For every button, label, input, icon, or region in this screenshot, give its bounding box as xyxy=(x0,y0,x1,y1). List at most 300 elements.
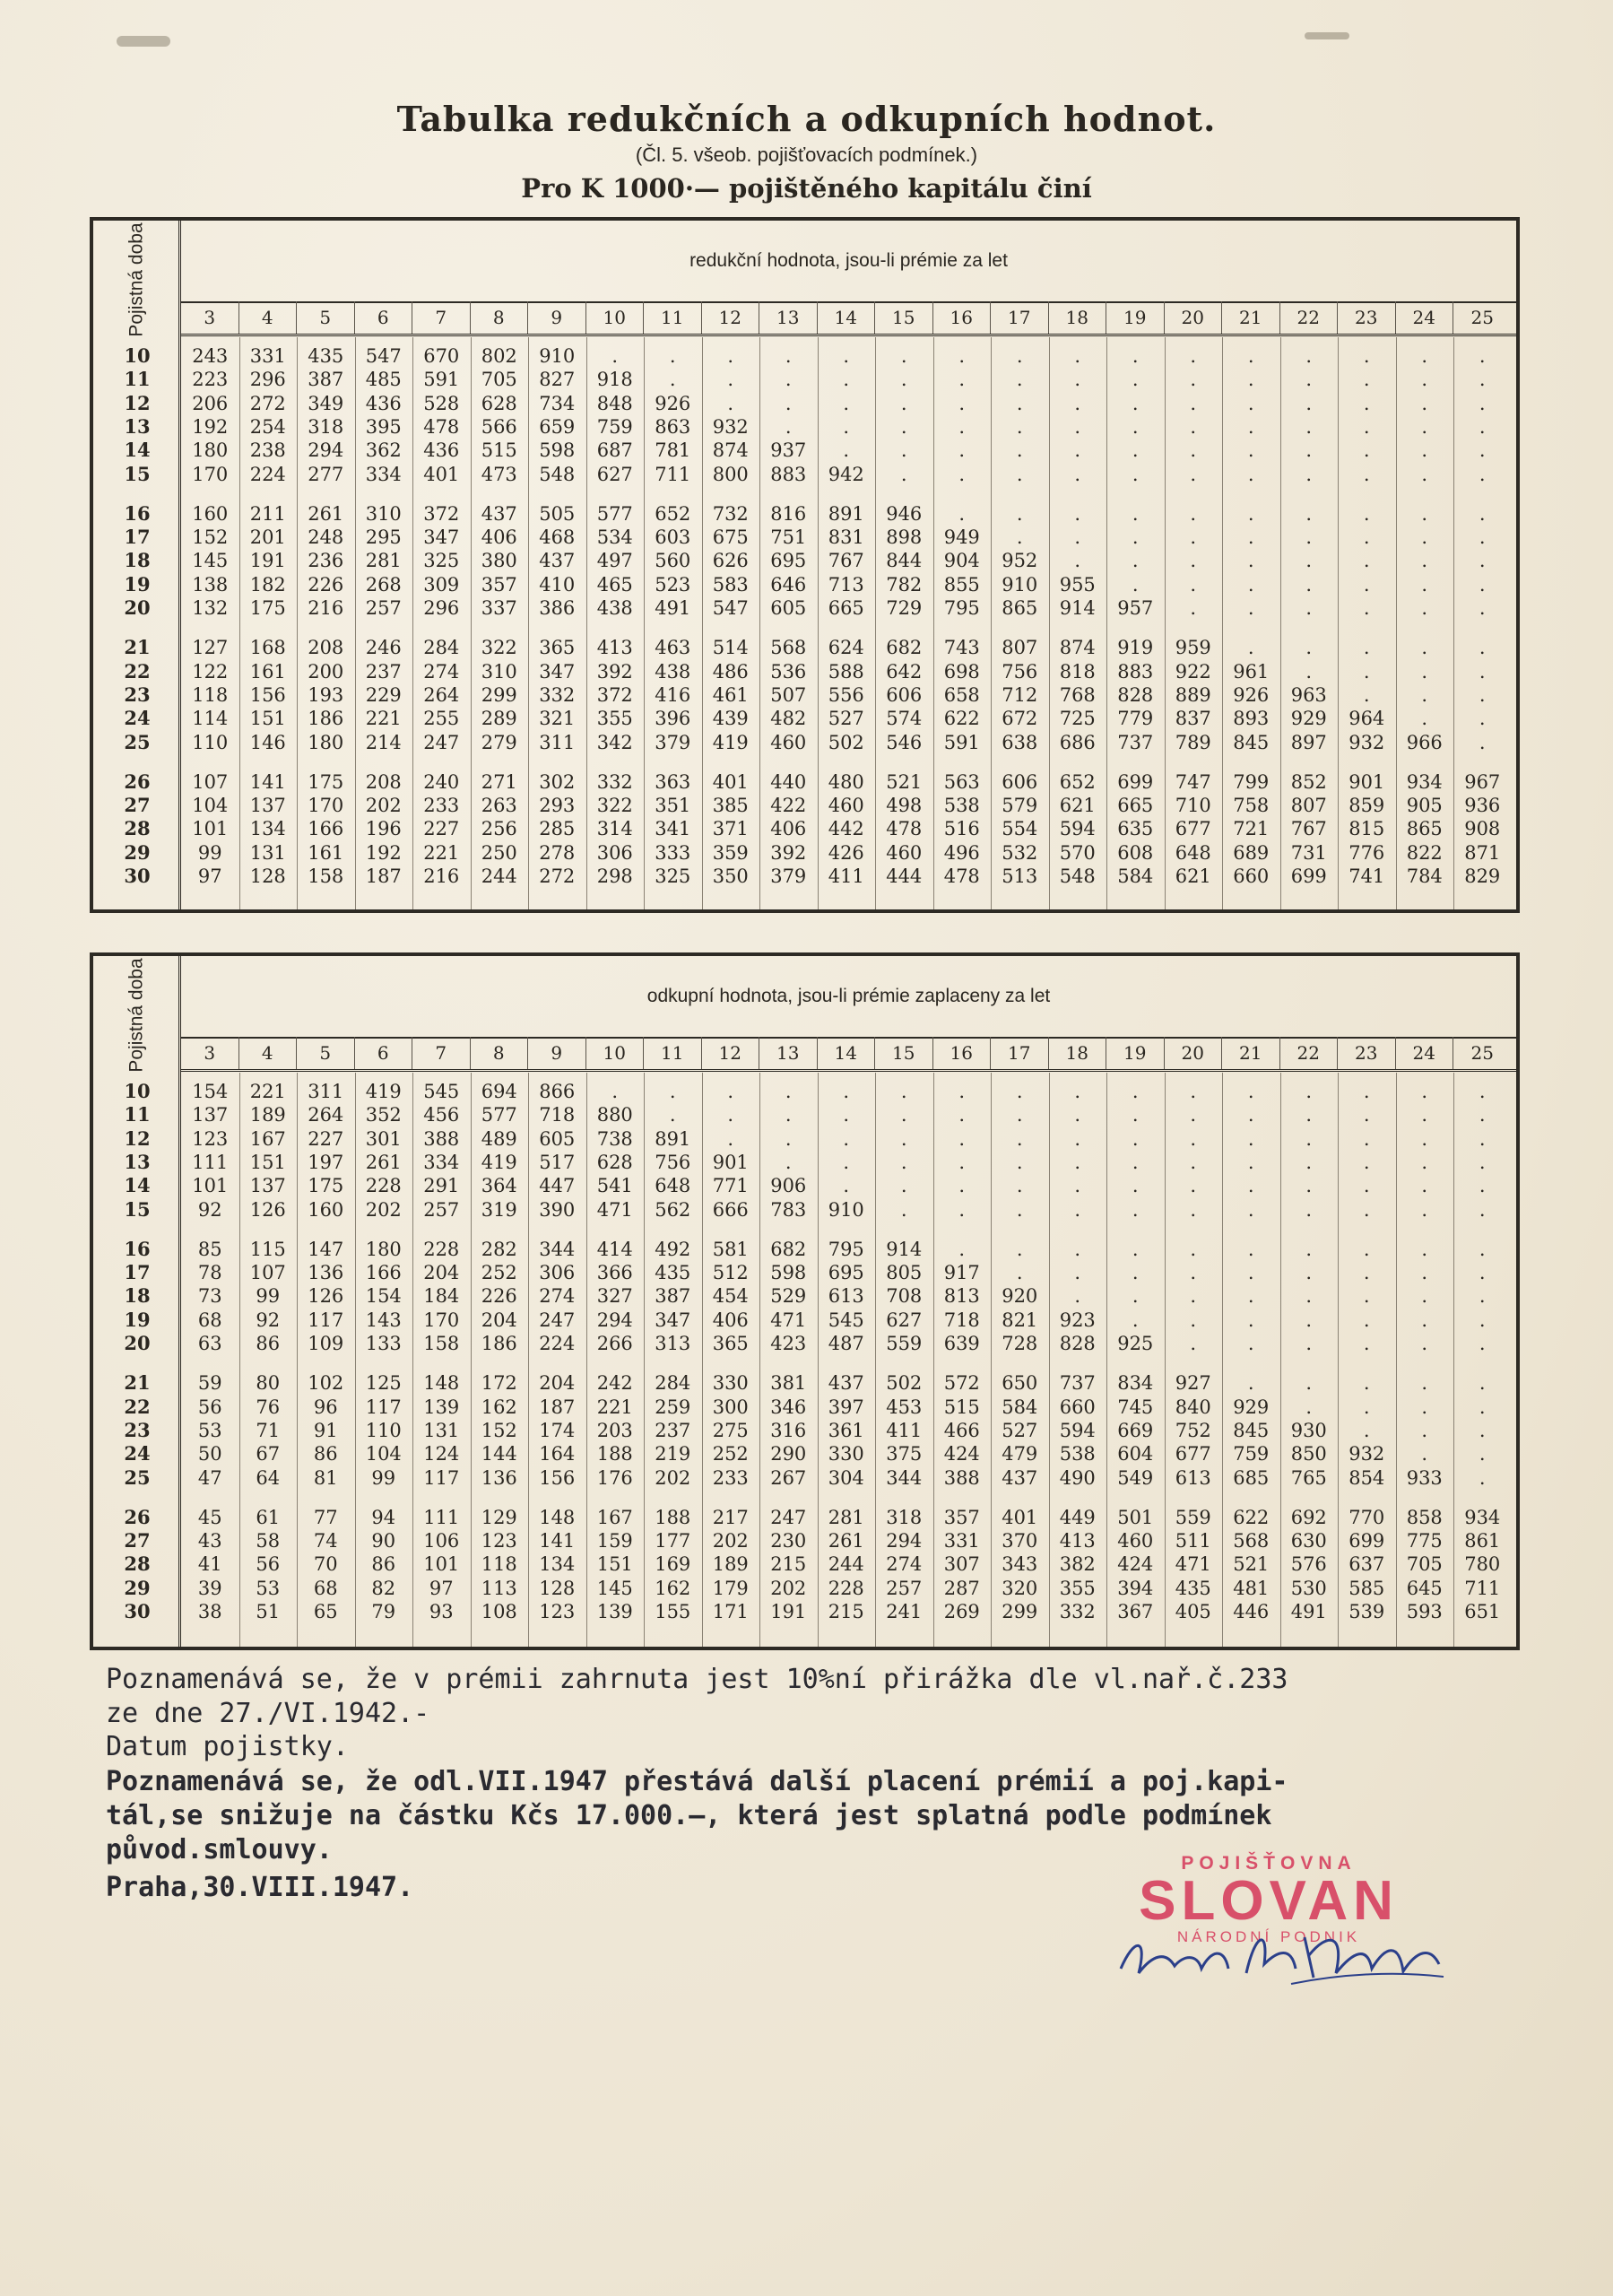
value-cell: 186 xyxy=(308,708,344,730)
value-cell: 883 xyxy=(1117,660,1154,683)
value-cell: . xyxy=(785,1151,792,1173)
value-cell: 502 xyxy=(828,731,864,753)
value-cell: 243 xyxy=(192,345,229,367)
value-cell: 401 xyxy=(423,463,460,485)
value-cell: . xyxy=(900,345,907,367)
value-cell: 865 xyxy=(1406,818,1443,840)
value-cell: . xyxy=(611,345,619,367)
value-cell: 126 xyxy=(308,1285,344,1308)
note-decree-date: ze dne 27./VI.1942.- xyxy=(106,1698,430,1729)
value-cell: 38 xyxy=(197,1601,222,1622)
value-cell: 813 xyxy=(943,1285,980,1308)
value-cell: 254 xyxy=(249,415,286,438)
value-cell: 622 xyxy=(1233,1506,1270,1528)
value-cell: 481 xyxy=(1233,1577,1270,1599)
value-cell: 514 xyxy=(712,637,749,659)
duration-cell: 17 xyxy=(124,526,151,549)
value-cell: 852 xyxy=(1290,770,1327,793)
value-cell: 295 xyxy=(365,526,402,549)
value-cell: . xyxy=(1479,1151,1486,1173)
value-cell: 910 xyxy=(1002,573,1038,596)
value-cell: 711 xyxy=(655,463,691,485)
value-cell: . xyxy=(1016,415,1023,438)
column-header: 3 xyxy=(181,1037,239,1069)
column-header: 10 xyxy=(586,1037,645,1069)
value-cell: 827 xyxy=(539,369,576,391)
value-cell: 468 xyxy=(539,526,576,549)
value-cell: 271 xyxy=(481,770,517,793)
table-row xyxy=(93,1506,1516,1529)
value-cell: . xyxy=(1190,1238,1197,1260)
value-cell: 166 xyxy=(308,818,344,840)
value-cell: . xyxy=(1421,1198,1428,1221)
value-cell: 479 xyxy=(1002,1443,1038,1465)
value-cell: . xyxy=(1421,1443,1428,1465)
value-cell: 705 xyxy=(481,369,517,391)
value-cell: . xyxy=(1016,1104,1023,1126)
value-cell: 244 xyxy=(481,865,517,887)
duration-cell: 14 xyxy=(124,439,151,462)
value-cell: 99 xyxy=(197,841,222,864)
value-cell: 435 xyxy=(655,1262,691,1284)
value-cell: 180 xyxy=(308,731,344,753)
value-cell: 929 xyxy=(1233,1396,1270,1418)
column-divider xyxy=(702,337,703,909)
value-cell: 628 xyxy=(596,1151,633,1173)
value-cell: 86 xyxy=(313,1443,338,1465)
column-divider xyxy=(1106,337,1107,909)
column-header: 23 xyxy=(1338,1037,1396,1069)
value-cell: 226 xyxy=(481,1285,517,1308)
value-cell: 274 xyxy=(423,660,460,683)
value-cell: 118 xyxy=(481,1553,517,1576)
value-cell: 162 xyxy=(481,1396,517,1418)
value-cell: . xyxy=(1363,597,1370,619)
value-cell: 61 xyxy=(256,1506,281,1528)
value-cell: 56 xyxy=(256,1553,281,1576)
duration-cell: 21 xyxy=(124,1371,151,1395)
value-cell: 224 xyxy=(249,463,286,485)
column-header: 7 xyxy=(412,1037,471,1069)
value-cell: 527 xyxy=(1002,1419,1038,1441)
value-cell: 901 xyxy=(712,1151,749,1173)
value-cell: 699 xyxy=(1349,1530,1385,1552)
value-cell: 71 xyxy=(256,1419,281,1441)
duration-cell: 23 xyxy=(124,1418,151,1441)
value-cell: . xyxy=(1479,463,1486,485)
column-divider xyxy=(239,1073,240,1647)
value-cell: . xyxy=(1363,415,1370,438)
table-row xyxy=(93,1442,1516,1465)
value-cell: 53 xyxy=(256,1577,281,1599)
value-cell: 732 xyxy=(712,502,749,525)
value-cell: . xyxy=(1305,369,1313,391)
value-cell: . xyxy=(1363,463,1370,485)
value-cell: 76 xyxy=(256,1396,281,1418)
column-header: 4 xyxy=(239,1037,298,1069)
value-cell: . xyxy=(1247,526,1254,549)
value-cell: 257 xyxy=(423,1198,460,1221)
value-cell: . xyxy=(1305,1285,1313,1308)
value-cell: 188 xyxy=(655,1506,691,1528)
value-cell: 325 xyxy=(423,550,460,572)
value-cell: 138 xyxy=(192,573,229,596)
value-cell: 471 xyxy=(770,1309,807,1331)
value-cell: 170 xyxy=(192,463,229,485)
duration-cell: 27 xyxy=(124,794,151,817)
value-cell: 223 xyxy=(192,369,229,391)
value-cell: 859 xyxy=(1349,795,1385,817)
value-cell: 802 xyxy=(481,345,517,367)
value-cell: 237 xyxy=(655,1419,691,1441)
column-header: 4 xyxy=(239,301,298,334)
value-cell: . xyxy=(1190,573,1197,596)
value-cell: 918 xyxy=(596,369,633,391)
value-cell: . xyxy=(1247,1372,1254,1395)
duration-cell: 27 xyxy=(124,1529,151,1552)
value-cell: . xyxy=(1305,1081,1313,1102)
value-cell: 677 xyxy=(1175,1443,1211,1465)
value-cell: 154 xyxy=(365,1285,402,1308)
value-cell: 379 xyxy=(655,731,691,753)
value-cell: . xyxy=(843,392,850,414)
value-cell: 134 xyxy=(249,818,286,840)
value-cell: . xyxy=(1479,502,1486,525)
value-cell: . xyxy=(1190,1104,1197,1126)
value-cell: 416 xyxy=(655,683,691,706)
value-cell: 603 xyxy=(655,526,691,549)
value-cell: . xyxy=(1074,1081,1081,1102)
value-cell: . xyxy=(1190,1151,1197,1173)
value-cell: 712 xyxy=(1002,683,1038,706)
value-cell: 548 xyxy=(1059,865,1096,887)
value-cell: 438 xyxy=(655,660,691,683)
value-cell: 382 xyxy=(1059,1553,1096,1576)
value-cell: 635 xyxy=(1117,818,1154,840)
value-cell: 240 xyxy=(423,770,460,793)
value-cell: . xyxy=(1016,1175,1023,1197)
value-cell: . xyxy=(1421,439,1428,462)
column-divider xyxy=(471,337,472,909)
value-cell: 934 xyxy=(1464,1506,1501,1528)
value-cell: 828 xyxy=(1059,1333,1096,1354)
value-cell: 65 xyxy=(313,1601,338,1622)
value-cell: . xyxy=(1016,1238,1023,1260)
value-cell: 405 xyxy=(1175,1601,1211,1622)
value-cell: 648 xyxy=(655,1175,691,1197)
column-header: 3 xyxy=(181,301,239,334)
value-cell: . xyxy=(843,1127,850,1150)
column-divider xyxy=(1222,1073,1223,1647)
value-cell: . xyxy=(1305,502,1313,525)
value-cell: 718 xyxy=(943,1309,980,1331)
duration-cell: 29 xyxy=(124,840,151,864)
value-cell: 327 xyxy=(596,1285,633,1308)
value-cell: 932 xyxy=(1349,1443,1385,1465)
value-cell: 92 xyxy=(197,1198,222,1221)
table-row xyxy=(93,1198,1516,1222)
value-cell: 949 xyxy=(943,526,980,549)
value-cell: 301 xyxy=(365,1127,402,1150)
value-cell: 932 xyxy=(1349,731,1385,753)
column-divider xyxy=(1222,337,1223,909)
value-cell: . xyxy=(1190,526,1197,549)
value-cell: 651 xyxy=(1464,1601,1501,1622)
value-cell: 926 xyxy=(1233,683,1270,706)
value-cell: 570 xyxy=(1059,841,1096,864)
value-cell: 424 xyxy=(1117,1553,1154,1576)
value-cell: 104 xyxy=(192,795,229,817)
value-cell: 145 xyxy=(596,1577,633,1599)
value-cell: . xyxy=(1363,526,1370,549)
value-cell: 203 xyxy=(596,1419,633,1441)
value-cell: . xyxy=(1421,1127,1428,1150)
value-cell: . xyxy=(843,439,850,462)
value-cell: . xyxy=(1247,1309,1254,1331)
value-cell: . xyxy=(1016,369,1023,391)
value-cell: 137 xyxy=(249,1175,286,1197)
value-cell: . xyxy=(1190,463,1197,485)
table-row xyxy=(93,683,1516,707)
value-cell: 898 xyxy=(886,526,923,549)
value-cell: . xyxy=(1479,1081,1486,1102)
table-row xyxy=(93,865,1516,888)
value-cell: . xyxy=(1305,439,1313,462)
column-header: 6 xyxy=(355,1037,413,1069)
value-cell: 307 xyxy=(943,1553,980,1576)
value-cell: 865 xyxy=(1002,597,1038,619)
value-cell: 278 xyxy=(539,841,576,864)
value-cell: 172 xyxy=(481,1372,517,1395)
value-cell: 387 xyxy=(655,1285,691,1308)
column-divider xyxy=(702,1073,703,1647)
value-cell: . xyxy=(1074,1285,1081,1308)
value-cell: . xyxy=(1363,550,1370,572)
value-cell: 392 xyxy=(770,841,807,864)
value-cell: . xyxy=(785,1081,792,1102)
value-cell: 528 xyxy=(423,392,460,414)
column-divider xyxy=(759,1073,760,1647)
value-cell: . xyxy=(1074,369,1081,391)
value-cell: 478 xyxy=(886,818,923,840)
value-cell: . xyxy=(1421,597,1428,619)
duration-cell: 11 xyxy=(124,368,151,391)
value-cell: 818 xyxy=(1059,660,1096,683)
value-cell: 342 xyxy=(596,731,633,753)
table-row xyxy=(93,1577,1516,1600)
surrender-value-table xyxy=(90,952,1520,1650)
value-cell: 708 xyxy=(886,1285,923,1308)
value-cell: 471 xyxy=(1175,1553,1211,1576)
value-cell: 387 xyxy=(308,369,344,391)
value-cell: . xyxy=(1016,1081,1023,1102)
value-cell: 123 xyxy=(539,1601,576,1622)
value-cell: 94 xyxy=(371,1506,396,1528)
value-cell: 805 xyxy=(886,1262,923,1284)
value-cell: 64 xyxy=(256,1466,281,1489)
value-cell: . xyxy=(1363,392,1370,414)
value-cell: . xyxy=(1363,660,1370,683)
table-row xyxy=(93,1103,1516,1126)
value-cell: 266 xyxy=(596,1333,633,1354)
value-cell: 357 xyxy=(481,573,517,596)
value-cell: 256 xyxy=(481,818,517,840)
value-cell: 109 xyxy=(308,1333,344,1354)
value-cell: 263 xyxy=(481,795,517,817)
value-cell: 437 xyxy=(1002,1466,1038,1489)
value-cell: 215 xyxy=(770,1553,807,1576)
value-cell: 310 xyxy=(365,502,402,525)
value-cell: . xyxy=(1421,1396,1428,1418)
table-row xyxy=(93,841,1516,865)
table-row xyxy=(93,1261,1516,1284)
column-header: 19 xyxy=(1106,1037,1165,1069)
value-cell: 628 xyxy=(481,392,517,414)
value-cell: 372 xyxy=(423,502,460,525)
duration-cell: 18 xyxy=(124,1284,151,1308)
value-cell: 216 xyxy=(423,865,460,887)
value-cell: 268 xyxy=(365,573,402,596)
value-cell: . xyxy=(1305,1151,1313,1173)
value-cell: 505 xyxy=(539,502,576,525)
value-cell: 406 xyxy=(712,1309,749,1331)
value-cell: 261 xyxy=(828,1530,864,1552)
value-cell: . xyxy=(1363,637,1370,659)
value-cell: 747 xyxy=(1175,770,1211,793)
value-cell: 444 xyxy=(886,865,923,887)
value-cell: 182 xyxy=(249,573,286,596)
value-cell: 146 xyxy=(249,731,286,753)
value-cell: . xyxy=(1132,1104,1139,1126)
value-cell: 139 xyxy=(596,1601,633,1622)
value-cell: 175 xyxy=(249,597,286,619)
value-cell: 460 xyxy=(1117,1530,1154,1552)
column-divider xyxy=(1453,337,1454,909)
value-cell: 854 xyxy=(1349,1466,1385,1489)
duration-cell: 13 xyxy=(124,414,151,438)
note-premium-stop-1: Poznamenává se, že odl.VII.1947 přestává další placení prémií a poj.kapi- xyxy=(106,1766,1288,1797)
column-header: 9 xyxy=(528,1037,586,1069)
value-cell: . xyxy=(843,1175,850,1197)
value-cell: 721 xyxy=(1233,818,1270,840)
value-cell: 893 xyxy=(1233,708,1270,730)
value-cell: . xyxy=(1190,1285,1197,1308)
value-cell: 386 xyxy=(539,597,576,619)
value-cell: 465 xyxy=(596,573,633,596)
value-cell: . xyxy=(1016,526,1023,549)
value-cell: 227 xyxy=(308,1127,344,1150)
value-cell: 139 xyxy=(423,1396,460,1418)
value-cell: 731 xyxy=(1290,841,1327,864)
value-cell: 82 xyxy=(371,1577,396,1599)
value-cell: 73 xyxy=(197,1285,222,1308)
value-cell: 362 xyxy=(365,439,402,462)
value-cell: 423 xyxy=(770,1333,807,1354)
table-row xyxy=(93,731,1516,754)
column-divider xyxy=(991,1073,992,1647)
value-cell: 874 xyxy=(1059,637,1096,659)
value-cell: 155 xyxy=(655,1601,691,1622)
value-cell: 126 xyxy=(249,1198,286,1221)
document-title: Tabulka redukčních a odkupních hodnot. xyxy=(396,99,1217,139)
value-cell: 122 xyxy=(192,660,229,683)
duration-cell: 21 xyxy=(124,636,151,659)
value-cell: . xyxy=(900,1151,907,1173)
value-cell: 593 xyxy=(1406,1601,1443,1622)
column-header: 9 xyxy=(528,301,586,334)
value-cell: 58 xyxy=(256,1530,281,1552)
value-cell: 460 xyxy=(828,795,864,817)
column-divider xyxy=(933,1073,934,1647)
duration-cell: 17 xyxy=(124,1261,151,1284)
value-cell: 200 xyxy=(308,660,344,683)
value-cell: . xyxy=(1363,1198,1370,1221)
value-cell: 246 xyxy=(365,637,402,659)
value-cell: 687 xyxy=(596,439,633,462)
value-cell: 51 xyxy=(256,1601,281,1622)
value-cell: 799 xyxy=(1233,770,1270,793)
value-cell: 460 xyxy=(886,841,923,864)
duration-cell: 28 xyxy=(124,817,151,840)
value-cell: 113 xyxy=(481,1577,517,1599)
value-cell: 204 xyxy=(423,1262,460,1284)
value-cell: . xyxy=(1247,369,1254,391)
value-cell: 216 xyxy=(308,597,344,619)
value-cell: 322 xyxy=(481,637,517,659)
value-cell: . xyxy=(1132,1262,1139,1284)
value-cell: 131 xyxy=(423,1419,460,1441)
column-header: 13 xyxy=(759,1037,818,1069)
value-cell: 758 xyxy=(1233,795,1270,817)
note-policy-date: Datum pojistky. xyxy=(106,1731,349,1762)
table-row xyxy=(93,1238,1516,1261)
value-cell: 363 xyxy=(655,770,691,793)
value-cell: 321 xyxy=(539,708,576,730)
value-cell: . xyxy=(1305,660,1313,683)
value-cell: 422 xyxy=(770,795,807,817)
value-cell: 621 xyxy=(1175,865,1211,887)
value-cell: . xyxy=(1305,526,1313,549)
value-cell: 347 xyxy=(423,526,460,549)
value-cell: 576 xyxy=(1290,1553,1327,1576)
value-cell: 160 xyxy=(308,1198,344,1221)
value-cell: 134 xyxy=(539,1553,576,1576)
table-row xyxy=(93,1396,1516,1419)
value-cell: 904 xyxy=(943,550,980,572)
value-cell: 585 xyxy=(1349,1577,1385,1599)
value-cell: . xyxy=(669,345,676,367)
value-cell: 844 xyxy=(886,550,923,572)
value-cell: 861 xyxy=(1464,1530,1501,1552)
duration-cell: 10 xyxy=(124,344,151,367)
value-cell: 490 xyxy=(1059,1466,1096,1489)
value-cell: . xyxy=(843,345,850,367)
value-cell: 858 xyxy=(1406,1506,1443,1528)
duration-cell: 16 xyxy=(124,1237,151,1260)
value-cell: . xyxy=(1421,526,1428,549)
duration-cell: 15 xyxy=(124,1197,151,1221)
column-divider xyxy=(818,1073,819,1647)
value-cell: 532 xyxy=(1002,841,1038,864)
column-divider xyxy=(528,337,529,909)
value-cell: . xyxy=(1190,439,1197,462)
value-cell: 137 xyxy=(249,795,286,817)
value-cell: 874 xyxy=(712,439,749,462)
value-cell: 547 xyxy=(365,345,402,367)
value-cell: 411 xyxy=(828,865,864,887)
value-cell: 545 xyxy=(423,1081,460,1102)
value-cell: 456 xyxy=(423,1104,460,1126)
